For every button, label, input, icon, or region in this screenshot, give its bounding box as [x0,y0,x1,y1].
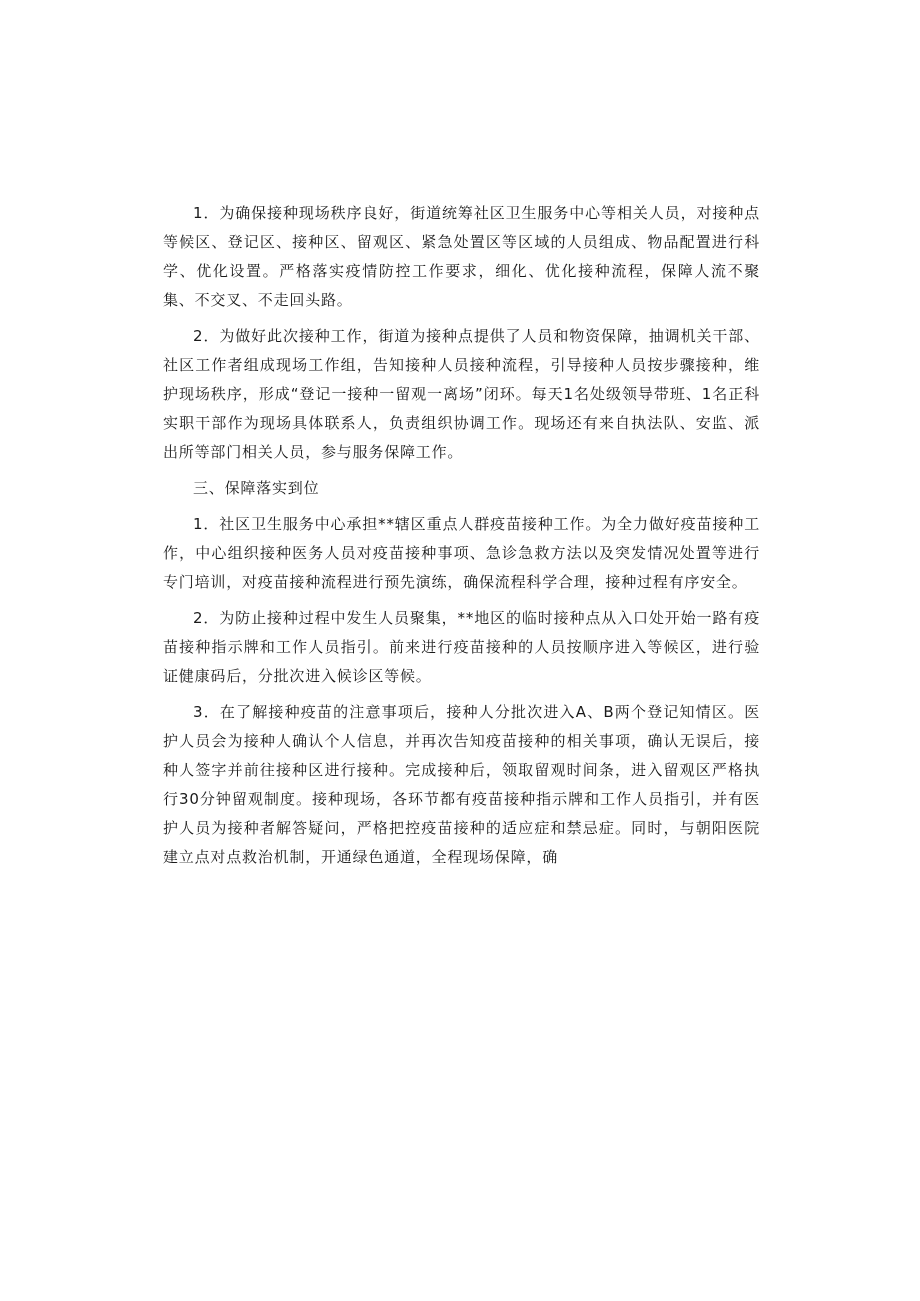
paragraph-crowd-prevention: 2．为防止接种过程中发生人员聚集，**地区的临时接种点从入口处开始一路有疫苗接种指示牌和工作人员指引。前来进行疫苗接种的人员按顺序进入等候区，进行验证健康码后，分批次进入候诊区等候。 [163,609,760,685]
section-heading: 三、保障落实到位 [193,479,320,497]
paragraph-vaccination-process: 3．在了解接种疫苗的注意事项后，接种人分批次进入A、B两个登记知情区。医护人员会为接种人确认个人信息，并再次告知疫苗接种的相关事项，确认无误后，接种人签字并前往接种区进行接种。完成接种后，领取留观时间条，进入留观区严格执行30分钟留观制度。接种现场，各环节都有疫苗接种指示牌和工作人员指引，并有医护人员为接种者解答疑问，严格把控疫苗接种的适应症和禁忌症。同时，与朝阳医院建立点对点救治机制，开通绿色通道，全程现场保障，确 [163,703,760,866]
paragraph-medical-training: 1．社区卫生服务中心承担**辖区重点人群疫苗接种工作。为全力做好疫苗接种工作，中心组织接种医务人员对疫苗接种事项、急诊急救方法以及突发情况处置等进行专门培训，对疫苗接种流程进行预先演练，确保流程科学合理，接种过程有序安全。 [163,515,760,591]
document-body [163,199,760,879]
paragraph-staff-support: 2．为做好此次接种工作，街道为接种点提供了人员和物资保障，抽调机关干部、社区工作者组成现场工作组，告知接种人员接种流程，引导接种人员按步骤接种，维护现场秩序，形成“登记一接种一留观一离场”闭环。每天1名处级领导带班、1名正科实职干部作为现场具体联系人，负责组织协调工作。现场还有来自执法队、安监、派出所等部门相关人员，参与服务保障工作。 [163,327,760,461]
paragraph-site-order: 1．为确保接种现场秩序良好，街道统筹社区卫生服务中心等相关人员，对接种点等候区、登记区、接种区、留观区、紧急处置区等区域的人员组成、物品配置进行科学、优化设置。严格落实疫情防控工作要求，细化、优化接种流程，保障人流不聚集、不交叉、不走回头路。 [163,204,760,309]
